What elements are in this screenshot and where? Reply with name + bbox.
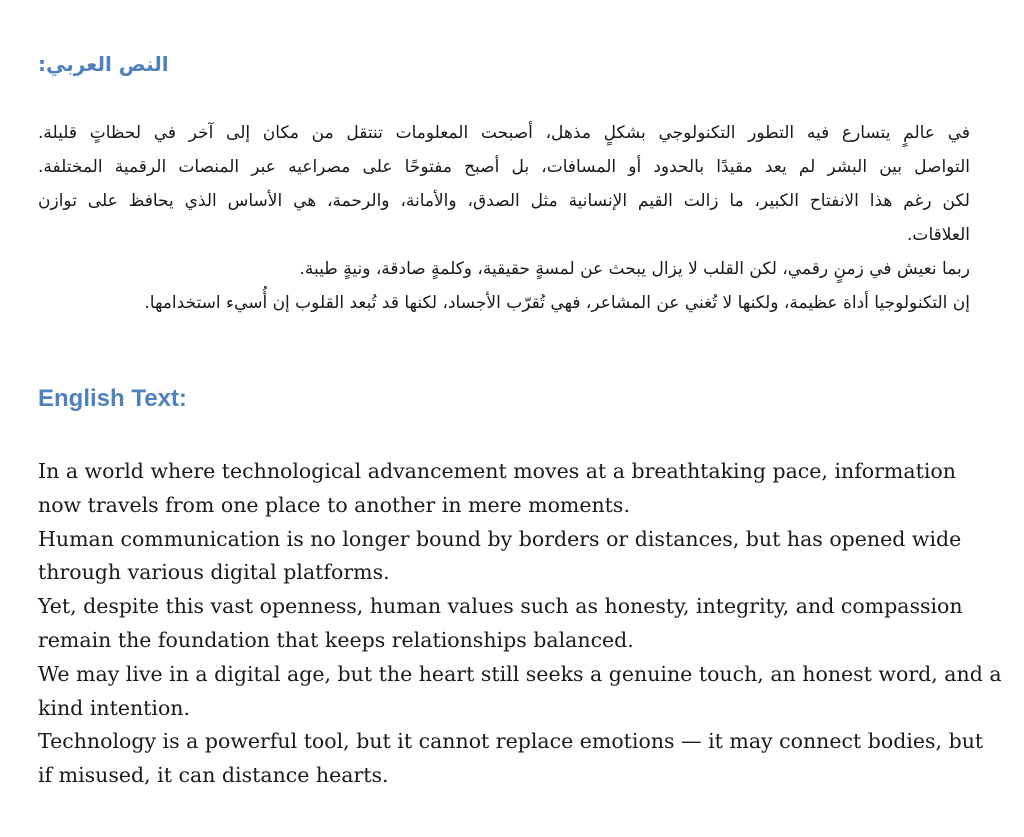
english-line: In a world where technological advancement moves at a breathtaking pace, information (38, 459, 956, 483)
english-paragraph (38, 455, 1013, 793)
english-line: Technology is a powerful tool, but it cannot replace emotions — it may connect bodies, but (38, 729, 984, 754)
english-line: We may live in a digital age, but the heart still seeks a genuine touch, an honest word, and a (38, 661, 1002, 686)
english-line: remain the foundation that keeps relationships balanced. (38, 627, 634, 652)
arabic-line: في عالمٍ يتسارع فيه التطور التكنولوجي بشكلٍ مذهل، أصبحت المعلومات تنتقل من مكان إلى آخر في لحظاتٍ قليلة. (38, 123, 970, 143)
arabic-line: إن التكنولوجيا أداة عظيمة، ولكنها لا تُغني عن المشاعر، فهي تُقرّب الأجساد، لكنها قد تُبعد القلوب إن أُسيء استخدامها. (144, 293, 970, 313)
english-line: through various digital platforms. (38, 560, 390, 585)
arabic-heading-text: النص العربي: (38, 52, 169, 76)
english-line: if misused, it can distance hearts. (38, 763, 389, 788)
english-line: Human communication is no longer bound by borders or distances, but has opened wide (38, 526, 962, 551)
arabic-line: لكن رغم هذا الانفتاح الكبير، ما زالت القيم الإنسانية مثل الصدق، والأمانة، والرحمة، هي الأساس الذي يحافظ على توازن (38, 191, 970, 211)
arabic-line: التواصل بين البشر لم يعد مقيدًا بالحدود أو المسافات، بل أصبح مفتوحًا على مصراعيه عبر المنصات الرقمية المختلفة. (38, 157, 970, 177)
arabic-paragraph (38, 116, 970, 320)
english-line: Yet, despite this vast openness, human values such as honesty, integrity, and compassion (38, 594, 963, 619)
english-line: now travels from one place to another in mere moments. (38, 492, 630, 517)
english-line: kind intention. (38, 695, 191, 720)
english-section-heading: English Text: (38, 385, 187, 412)
arabic-line: ربما نعيش في زمنٍ رقمي، لكن القلب لا يزال يبحث عن لمسةٍ حقيقية، وكلمةٍ صادقة، ونيةٍ طيبة. (299, 259, 970, 279)
arabic-section-heading (38, 52, 238, 76)
arabic-line: العلاقات. (907, 225, 970, 245)
